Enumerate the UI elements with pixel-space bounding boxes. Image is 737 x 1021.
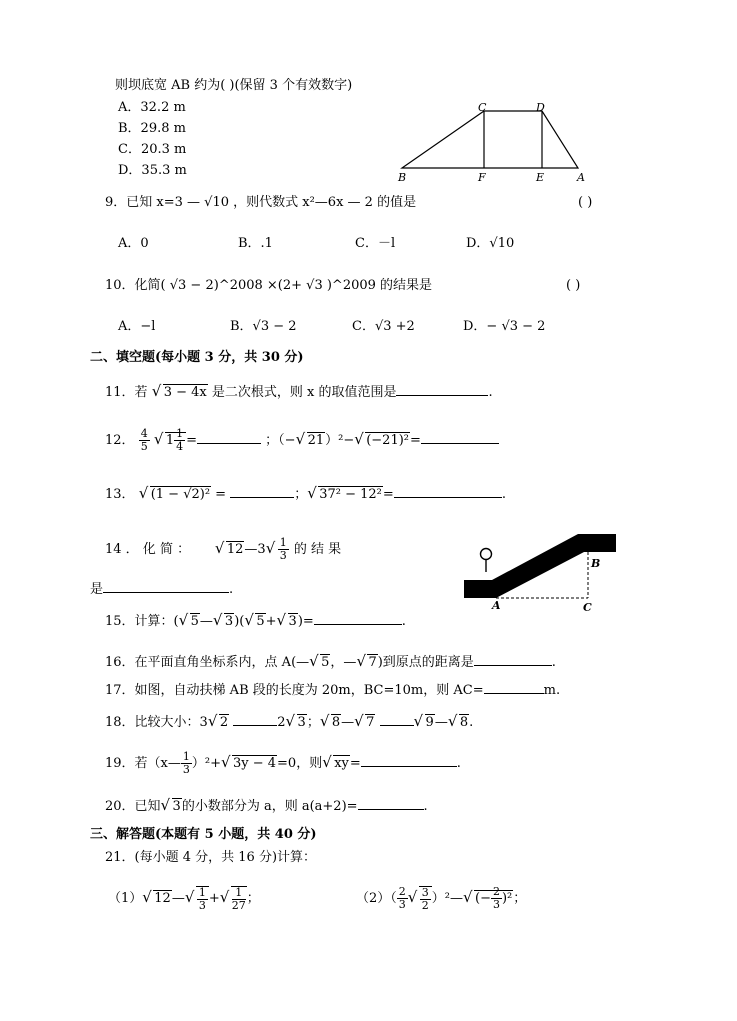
q12-fraction: $\frac{4}{5}$ <box>140 427 148 453</box>
q21-stem: 21．(每小题 4 分，共 16 分)计算： <box>105 850 317 865</box>
q10-answer-paren: ( ) <box>566 278 581 293</box>
q16-answer-blank[interactable] <box>474 653 552 666</box>
q11-prefix: 11．若 <box>105 385 148 400</box>
q8-stem: 则坝底宽 AB 约为( )(保留 3 个有效数字) <box>115 78 353 93</box>
q12-radical-neg21-sq: √ (−21)² <box>355 426 410 456</box>
q13-answer-blank-1[interactable] <box>230 485 294 498</box>
q9-option-c: C．－l <box>355 236 396 251</box>
q19-line: 19．若（x— $\frac{1}{3}$ ）²+√ 3y − 4=0，则√ xy= . <box>105 750 461 778</box>
q17-line: 17．如图，自动扶梯 AB 段的长度为 20m，BC=10m，则 AC= m. <box>105 683 561 698</box>
q13-radical-2: √ 37² − 12² <box>308 487 383 503</box>
q18-answer-blank-1[interactable] <box>233 713 277 726</box>
q9-answer-paren: ( ) <box>578 195 593 210</box>
q10-option-a: A．−l <box>118 319 156 334</box>
fig8-label-d: D <box>536 101 545 114</box>
section-3-title: 三、解答题(本题有 5 小题，共 40 分) <box>90 827 317 842</box>
q10-option-d: D．− √3 − 2 <box>463 319 546 334</box>
q14-line-1: 14 ． 化 简 ： √ 12—3 √ $\frac{1}{3}$ 的 结 果 <box>105 535 341 565</box>
q9-option-b: B．.1 <box>238 236 273 251</box>
q21-part-2: （2）（ $\frac{2}{3}$ √ $\frac{3}{2}$ ）²—√ (− $\frac{2}{3}$ )²； <box>356 884 526 914</box>
q8-option-d: D．35.3 m <box>118 163 187 178</box>
q13-line: 13． √ (1 − √2)² = ；√ 37² − 12²= . <box>105 485 506 503</box>
fig8-label-c: C <box>478 101 487 114</box>
q9-stem: 9．已知 x=3 — √10 ，则代数式 x²—6x — 2 的值是 <box>105 195 417 210</box>
q17-answer-blank[interactable] <box>484 681 544 694</box>
q19-answer-blank[interactable] <box>361 754 457 767</box>
q8-option-c: C．20.3 m <box>118 142 187 157</box>
q12-radical-21: √ 21 <box>297 426 326 456</box>
fig8-label-a: A <box>577 171 585 184</box>
q9-option-d: D．√10 <box>466 236 515 251</box>
q20-answer-blank[interactable] <box>358 797 424 810</box>
q20-line: 20．已知√ 3的小数部分为 a，则 a(a+2)= . <box>105 797 428 815</box>
q14-radical-12: √ 12 <box>216 535 245 565</box>
q10-stem: 10．化简( √3 − 2)^2008 ×(2+ √3 )^2009 的结果是 <box>105 278 433 293</box>
q12-line: 12． $\frac{4}{5}$ √ 1 $\frac{1}{4}$ = ；（−√ 21）²−√ (−21)²= <box>105 426 499 456</box>
escalator-label-c: C <box>583 601 592 614</box>
q11-answer-blank[interactable] <box>396 383 488 396</box>
q12-answer-blank-1[interactable] <box>197 431 261 444</box>
q8-option-b: B．29.8 m <box>118 121 186 136</box>
q14-answer-blank[interactable] <box>103 580 229 593</box>
fig8-label-f: F <box>478 171 486 184</box>
q16-line: 16．在平面直角坐标系内，点 A(—√ 5，—√ 7)到原点的距离是 . <box>105 653 556 671</box>
escalator-label-b: B <box>591 557 601 570</box>
q12-answer-blank-2[interactable] <box>421 431 499 444</box>
q13-answer-blank-2[interactable] <box>394 485 502 498</box>
q8-option-a: A．32.2 m <box>118 100 186 115</box>
q13-radical-1: √ (1 − √2)² <box>140 487 211 503</box>
section-2-title: 二、填空题(每小题 3 分，共 30 分) <box>90 350 304 365</box>
dam-trapezoid-figure <box>396 98 592 182</box>
q14-line-2: 是 . <box>90 582 234 597</box>
q11-line: 11．若 √ 3 − 4x 是二次根式，则 x 的取值范围是 . <box>105 383 493 401</box>
q9-option-a: A．0 <box>118 236 149 251</box>
q11-suffix: 是二次根式，则 x 的取值范围是 <box>211 385 397 400</box>
q15-answer-blank[interactable] <box>314 612 402 625</box>
fig8-label-e: E <box>536 171 545 184</box>
q18-answer-blank-2[interactable] <box>380 713 414 726</box>
q15-line: 15．计算：(√ 5—√ 3)(√ 5+√ 3)= . <box>105 612 406 630</box>
q18-line: 18．比较大小：3√ 2 2√ 3；√ 8—√ 7 √ 9—√ 8. <box>105 713 473 731</box>
q11-radical: √ 3 − 4x <box>153 385 208 401</box>
q12-radical-mixed: √ 1 $\frac{1}{4}$ <box>155 426 186 456</box>
q14-radical-frac: √ $\frac{1}{3}$ <box>267 535 290 565</box>
q10-option-c: C．√3 +2 <box>352 319 415 334</box>
escalator-label-a: A <box>492 599 501 612</box>
q10-option-b: B．√3 − 2 <box>230 319 297 334</box>
q21-part-1: （1）√ 12— √ $\frac{1}{3}$ + √ $\frac{1}{27}$ ； <box>108 884 260 914</box>
fig8-label-b: B <box>398 171 407 184</box>
